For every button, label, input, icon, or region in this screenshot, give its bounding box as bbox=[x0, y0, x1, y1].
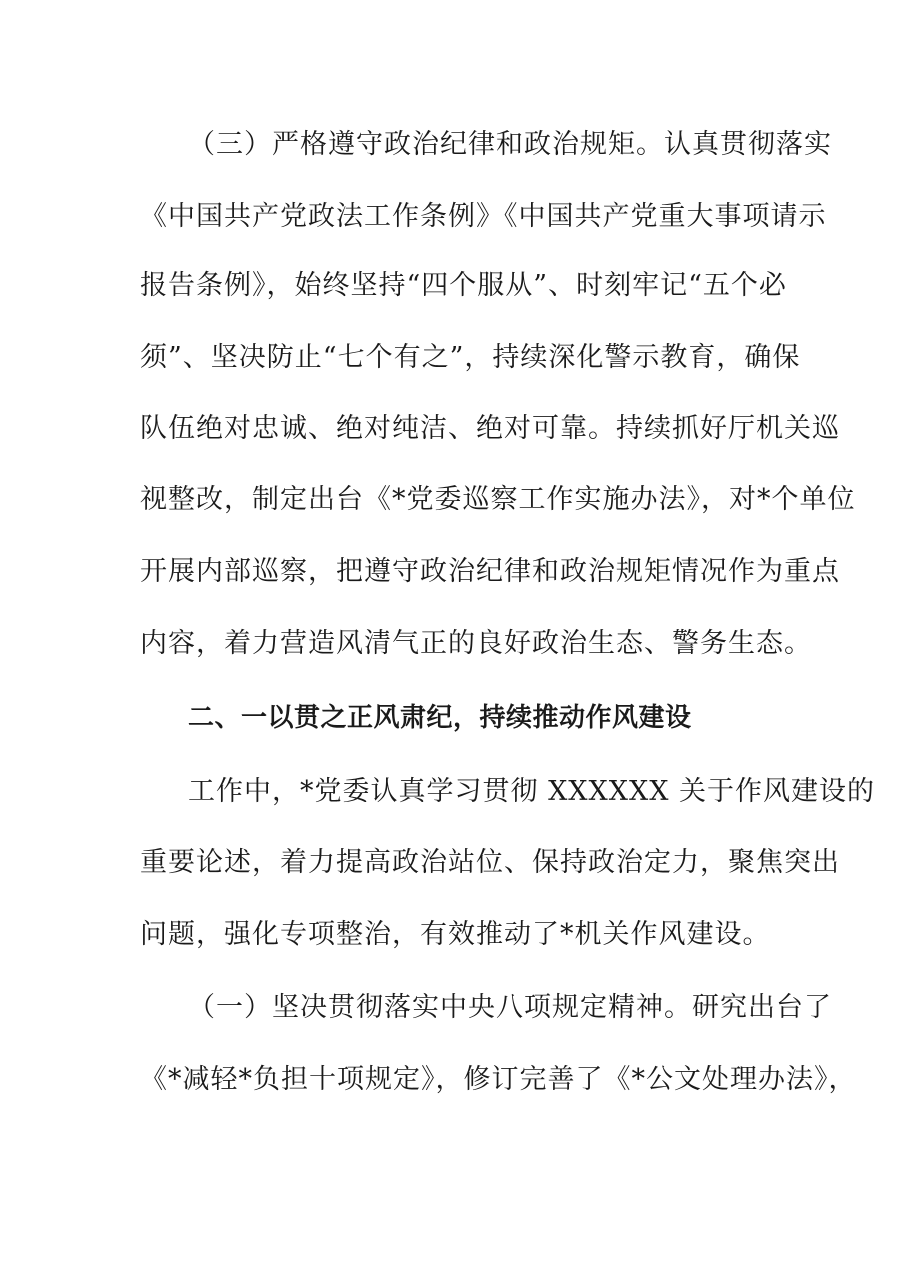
paragraph-line: 报告条例》，始终坚持“四个服从”、时刻牢记“五个必 bbox=[140, 270, 787, 301]
paragraph-line: （三）严格遵守政治纪律和政治规矩。认真贯彻落实 bbox=[188, 129, 832, 160]
paragraph-line: 开展内部巡察，把遵守政治纪律和政治规矩情况作为重点 bbox=[140, 556, 840, 587]
paragraph-line: 内容，着力营造风清气正的良好政治生态、警务生态。 bbox=[140, 628, 812, 659]
paragraph-line: 问题，强化专项整治，有效推动了*机关作风建设。 bbox=[140, 919, 771, 950]
paragraph-line: 重要论述，着力提高政治站位、保持政治定力，聚焦突出 bbox=[140, 847, 840, 878]
paragraph-line: 队伍绝对忠诚、绝对纯洁、绝对可靠。持续抓好厅机关巡 bbox=[140, 413, 840, 444]
paragraph-line: 《中国共产党政法工作条例》《中国共产党重大事项请示 bbox=[140, 201, 827, 232]
paragraph-line: 《*减轻*负担十项规定》，修订完善了《*公文处理办法》， bbox=[140, 1064, 857, 1095]
paragraph-line: 须”、坚决防止“七个有之”，持续深化警示教育，确保 bbox=[140, 342, 801, 373]
paragraph-line: 视整改，制定出台《*党委巡察工作实施办法》，对*个单位 bbox=[140, 484, 856, 515]
paragraph-line: （一）坚决贯彻落实中央八项规定精神。研究出台了 bbox=[188, 992, 832, 1023]
section-heading: 二、一以贯之正风肃纪，持续推动作风建设 bbox=[188, 703, 692, 733]
paragraph-line: 工作中，*党委认真学习贯彻 XXXXXX 关于作风建设的 bbox=[188, 776, 875, 807]
